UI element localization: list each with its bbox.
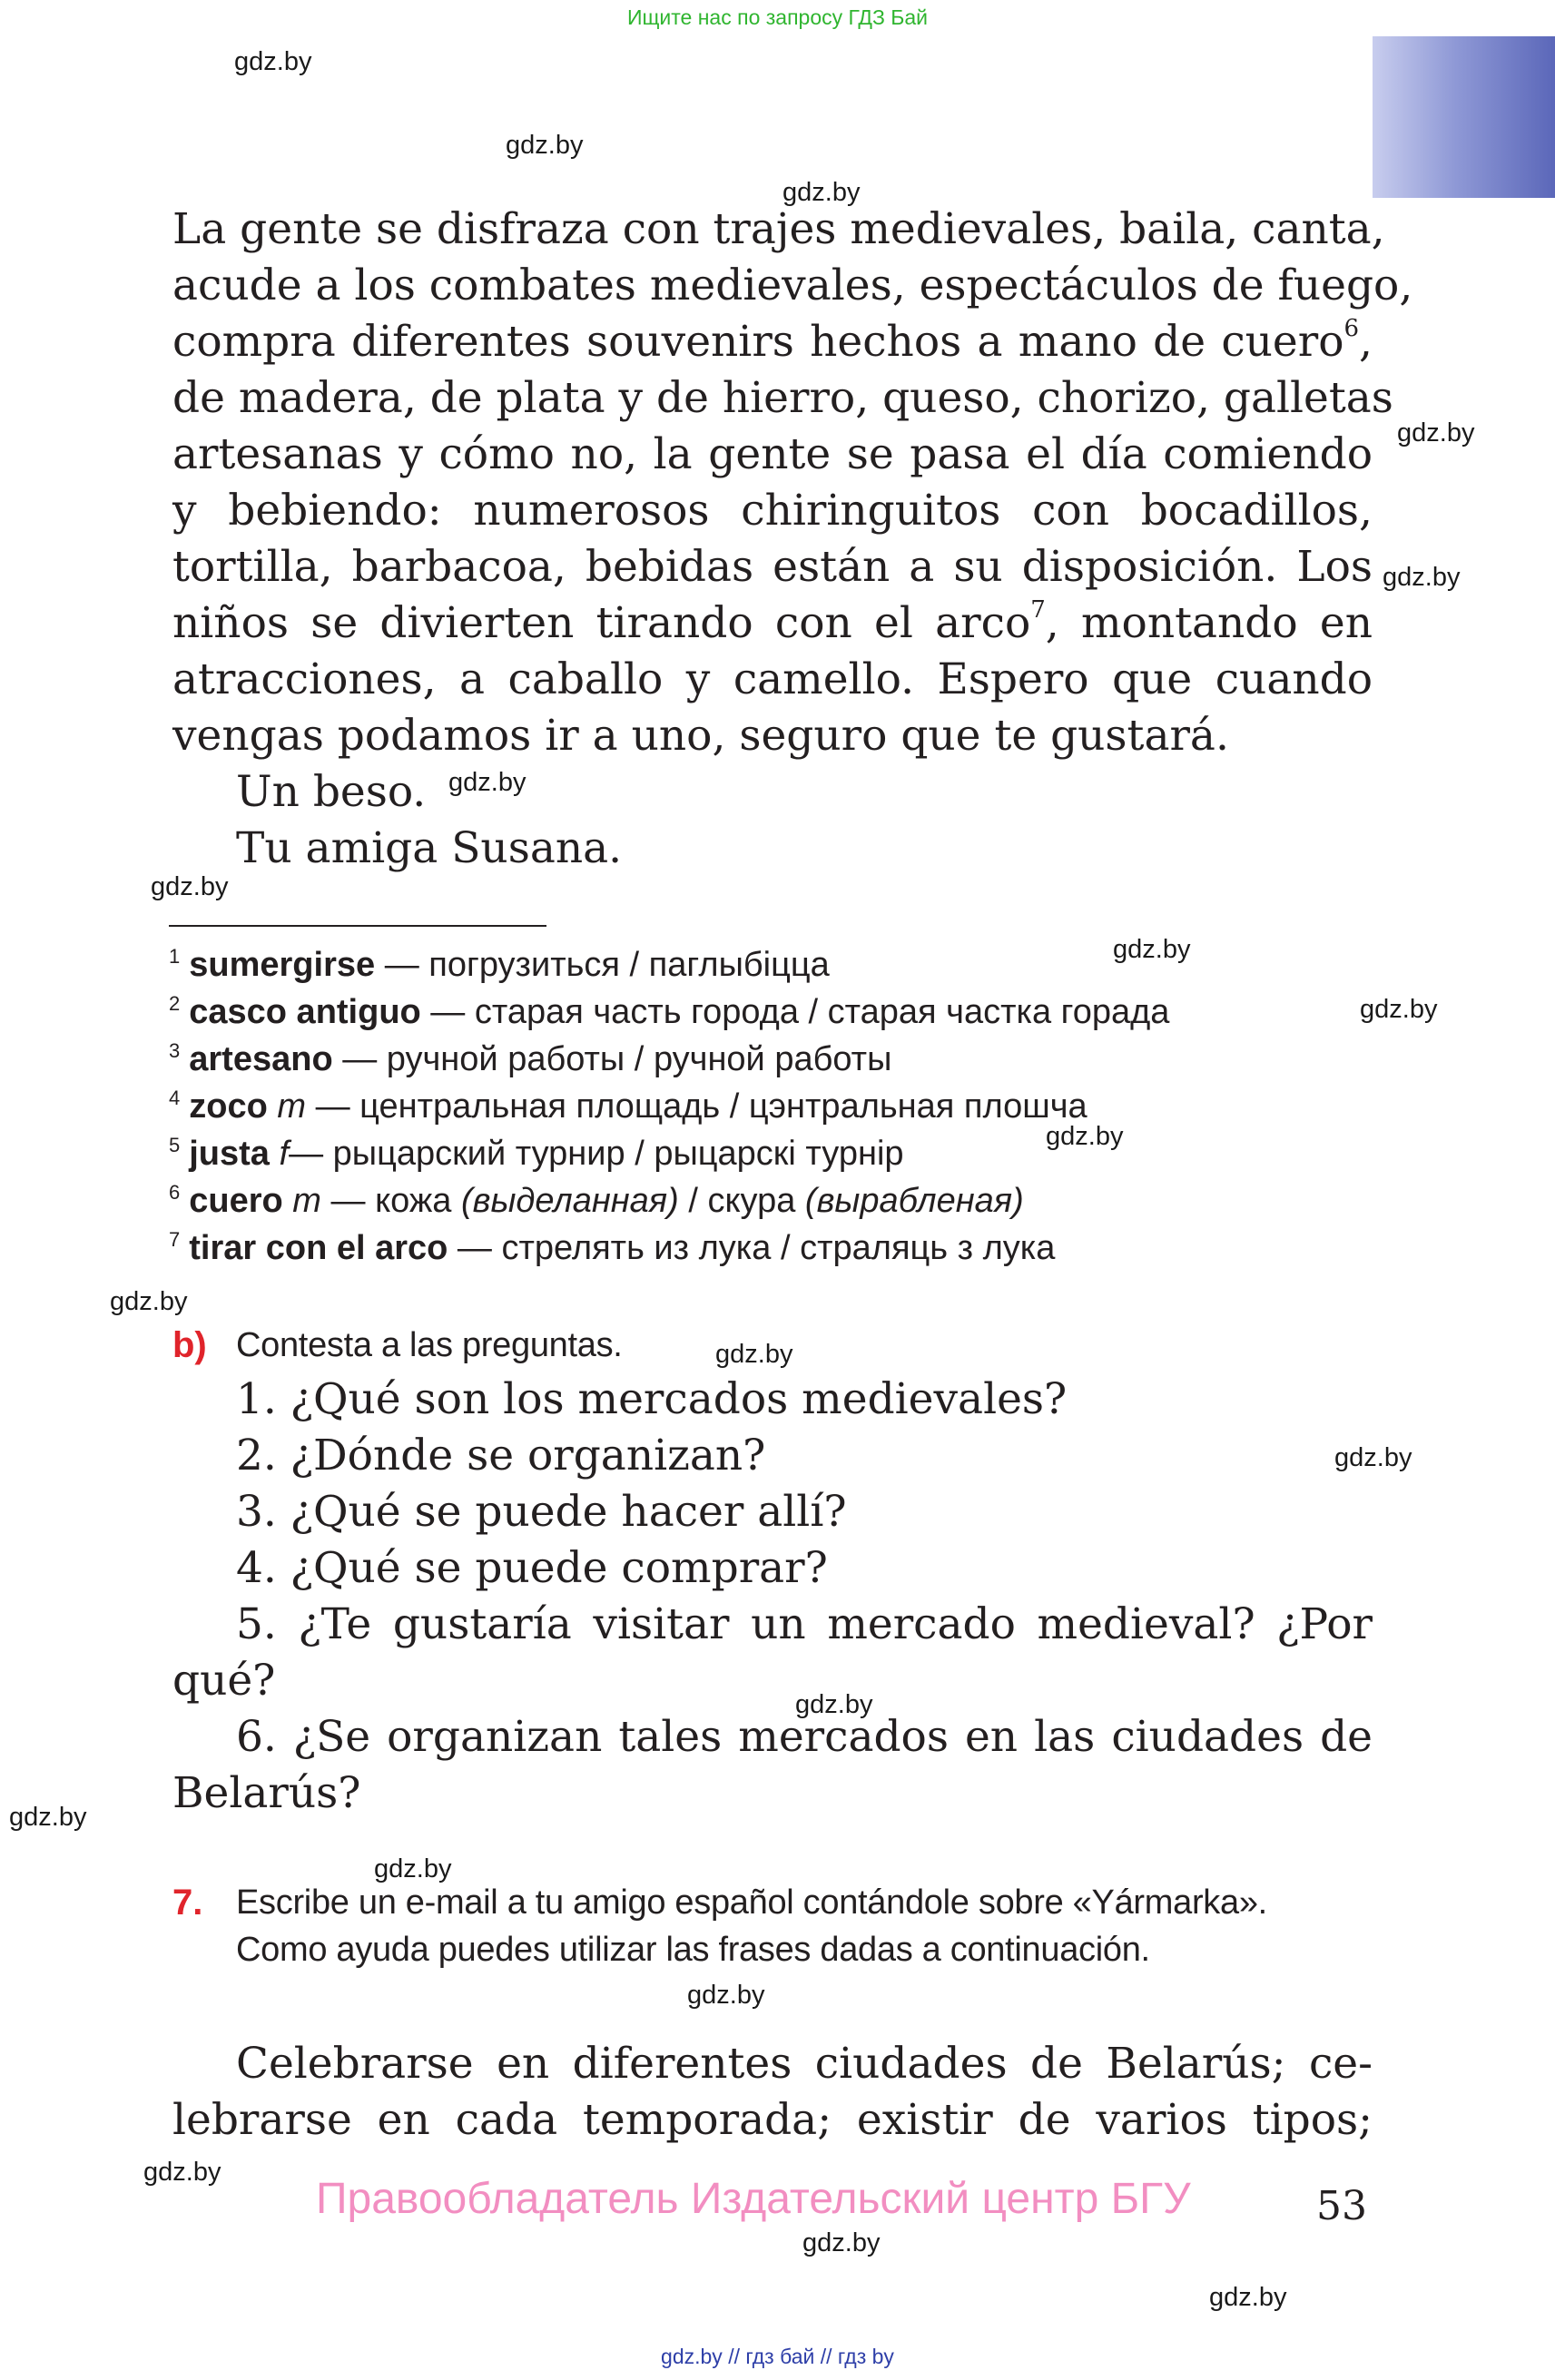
watermark: gdz.by	[1046, 1122, 1124, 1151]
footnote-term: tirar con el arco	[189, 1229, 448, 1267]
footnote-be: паглыбіцца	[648, 946, 830, 984]
watermark: gdz.by	[374, 1854, 452, 1883]
page-number: 53	[1316, 2183, 1367, 2229]
footnote-number: 3	[169, 1039, 181, 1062]
top-search-banner[interactable]: Ищите нас по запросу ГДЗ Бай	[626, 5, 929, 29]
watermark: gdz.by	[1383, 563, 1461, 592]
footnote: $^2$ casco antiguo — старая часть города / старая частка горада	[169, 992, 1170, 1031]
footnote-ru: центральная площадь	[359, 1087, 721, 1126]
footnote: $^3$ artesano — ручной работы / ручной работы	[169, 1039, 892, 1078]
watermark: gdz.by	[795, 1690, 873, 1719]
question-continuation: qué?	[172, 1656, 276, 1706]
watermark: gdz.by	[1360, 995, 1438, 1024]
watermark: gdz.by	[1397, 418, 1475, 447]
footnote-gender: f	[279, 1135, 290, 1173]
footnote-gender: m	[292, 1182, 321, 1220]
footnote-term: justa	[189, 1135, 270, 1173]
footnote-ru: кожа	[375, 1182, 452, 1220]
question: 5. ¿Te gustaría visitar un mercado medieval? ¿Por	[236, 1599, 1373, 1649]
footnote-be: цэнтральная плошча	[748, 1087, 1088, 1126]
footnote-term: sumergirse	[189, 946, 376, 984]
question: 3. ¿Qué se puede hacer allí?	[236, 1487, 847, 1537]
watermark: gdz.by	[1334, 1443, 1412, 1472]
watermark: gdz.by	[448, 768, 527, 797]
footnote-ref: 7	[1030, 596, 1046, 624]
watermark: gdz.by	[143, 2158, 221, 2187]
footnote-ref: 6	[1343, 315, 1360, 342]
footnote-term: zoco	[189, 1087, 268, 1126]
watermark: gdz.by	[234, 47, 312, 76]
footnote-be-note: (вырабленая)	[804, 1182, 1024, 1220]
footnote-gender: m	[277, 1087, 307, 1126]
footnote-term: artesano	[189, 1040, 333, 1078]
footnote: $^6$ cuero m — кожа (выделанная) / скура (вырабленая)	[169, 1181, 1024, 1220]
watermark: gdz.by	[782, 178, 861, 207]
footnote-ru: погрузиться	[428, 946, 620, 984]
footnote: $^4$ zoco m — центральная площадь / цэнтральная плошча	[169, 1087, 1088, 1126]
footnote-divider	[169, 925, 546, 927]
letter-line: vengas podamos ir a uno, seguro que te gustará.	[172, 711, 1229, 761]
question: 4. ¿Qué se puede comprar?	[236, 1543, 828, 1593]
footnote-term: casco antiguo	[189, 993, 421, 1031]
footnote-number: 7	[169, 1228, 181, 1251]
footnote-ru: стрелять из лука	[501, 1229, 772, 1267]
watermark: gdz.by	[151, 872, 229, 901]
footnote-ru: рыцарский турнир	[332, 1135, 625, 1173]
exercise-b-marker: b)	[172, 1325, 207, 1365]
footnote-term: cuero	[189, 1182, 283, 1220]
letter-line: y bebiendo: numerosos chiringuitos con bocadillos,	[172, 486, 1373, 536]
watermark: gdz.by	[9, 1803, 87, 1832]
letter-line	[172, 595, 1373, 652]
footnote-be: скура	[707, 1182, 796, 1220]
footnote-ru: ручной работы	[386, 1040, 625, 1078]
footer-links[interactable]: gdz.by // гдз бай // гдз by	[661, 2345, 894, 2368]
footnote-number: 2	[169, 992, 181, 1015]
watermark: gdz.by	[715, 1340, 793, 1369]
watermark: gdz.by	[1113, 935, 1191, 964]
phrases-line: Celebrarse en diferentes ciudades de Belarús; ce-	[236, 2039, 1373, 2089]
letter-line: acude a los combates medievales, espectáculos de fuego,	[172, 261, 1413, 310]
letter-line: de madera, de plata y de hierro, queso, chorizo, galletas	[172, 373, 1393, 423]
phrases-line: lebrarse en cada temporada; existir de varios tipos;	[172, 2095, 1373, 2145]
page-corner-tab	[1373, 36, 1555, 198]
letter-line-tail: , montando en	[1045, 598, 1373, 648]
question: 2. ¿Dónde se organizan?	[236, 1431, 766, 1480]
footnote-ru: старая часть города	[474, 993, 799, 1031]
letter-line: artesanas y cómo no, la gente se pasa el día comiendo	[172, 429, 1373, 479]
footnote: $^1$ sumergirse — погрузиться / паглыбіцца	[169, 945, 830, 984]
footnote-be: старая частка горада	[827, 993, 1170, 1031]
footnote-be: ручной работы	[653, 1040, 892, 1078]
letter-signature: Tu amiga Susana.	[236, 823, 623, 873]
letter-line: tortilla, barbacoa, bebidas están a su disposición. Los	[172, 542, 1373, 592]
footnote-number: 6	[169, 1181, 181, 1204]
letter-line	[172, 314, 1373, 370]
footnote: $^5$ justa f— рыцарский турнир / рыцарскі турнір	[169, 1134, 904, 1173]
question: 6. ¿Se organizan tales mercados en las ciudades de	[236, 1712, 1373, 1762]
letter-closing: Un beso.	[236, 767, 427, 817]
letter-line: atracciones, a caballo y camello. Espero que cuando	[172, 654, 1373, 704]
exercise-7-instruction: Escribe un e-mail a tu amigo español contándole sobre «Yármarka».	[236, 1883, 1267, 1922]
footnote-number: 1	[169, 945, 181, 968]
letter-line-text: compra diferentes souvenirs hechos a mano de cuero	[172, 317, 1344, 367]
footnote-ru-note: (выделанная)	[460, 1182, 679, 1220]
watermark: gdz.by	[802, 2228, 881, 2257]
letter-line: La gente se disfraza con trajes medievales, baila, canta,	[172, 204, 1385, 254]
letter-line-tail: ,	[1359, 317, 1373, 367]
watermark: gdz.by	[506, 131, 584, 160]
footnote-number: 4	[169, 1087, 181, 1109]
watermark: gdz.by	[1209, 2283, 1287, 2312]
footnote-be: рыцарскі турнір	[654, 1135, 904, 1173]
question: 1. ¿Qué son los mercados medievales?	[236, 1374, 1068, 1424]
copyright-notice: Правообладатель Издательский центр БГУ	[316, 2175, 1191, 2223]
watermark: gdz.by	[110, 1287, 188, 1316]
exercise-b-instruction: Contesta a las preguntas.	[236, 1326, 623, 1364]
watermark: gdz.by	[687, 1981, 765, 2010]
footnote: $^7$ tirar con el arco — стрелять из лука / страляць з лука	[169, 1228, 1056, 1267]
exercise-7-instruction: Como ayuda puedes utilizar las frases dadas a continuación.	[236, 1931, 1150, 1969]
exercise-7-marker: 7.	[172, 1883, 203, 1923]
footnote-be: страляць з лука	[800, 1229, 1056, 1267]
question-continuation: Belarús?	[172, 1768, 361, 1818]
footnote-number: 5	[169, 1134, 181, 1156]
letter-line-text: niños se divierten tirando con el arco	[172, 598, 1031, 648]
